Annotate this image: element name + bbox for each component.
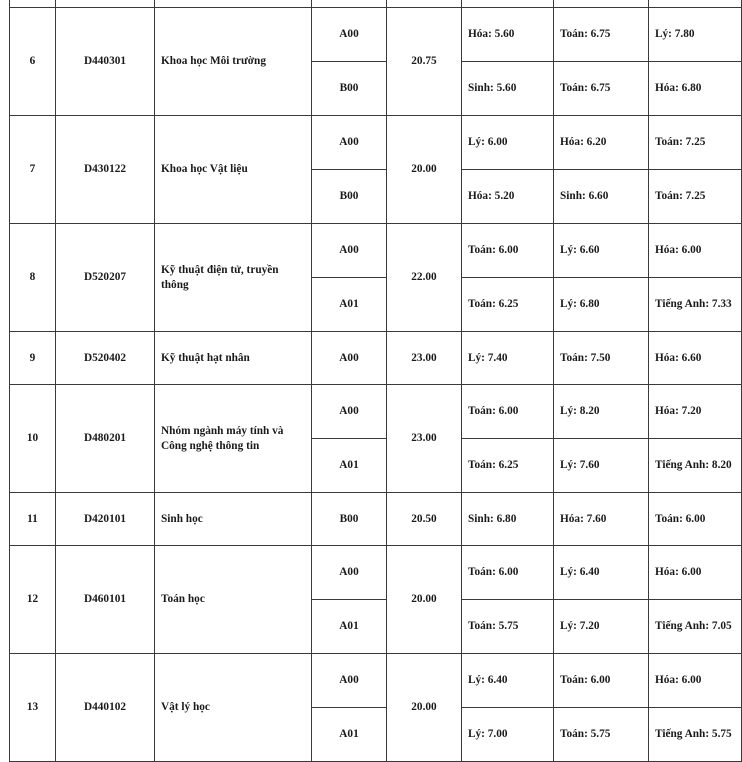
cell-index: 11	[10, 493, 56, 546]
cell-code: D520207	[56, 224, 155, 332]
cell-subject-2: Lý: 6.60	[554, 224, 649, 278]
cell-name: Khoa học Môi trường	[155, 8, 312, 116]
cell-name: Nhóm ngành máy tính và Công nghệ thông tin	[155, 385, 312, 493]
cell-code: D520402	[56, 332, 155, 385]
cell-name: Toán học	[155, 546, 312, 654]
table-row	[10, 116, 742, 170]
cell-score: 23.00	[387, 332, 462, 385]
cell-index	[10, 0, 56, 8]
cell-subject-3: Hóa: 6.00	[649, 654, 742, 708]
cell-subject-2: Toán: 6.00	[554, 654, 649, 708]
cell-index: 12	[10, 546, 56, 654]
cell-subject-1: Sinh: 5.60	[462, 62, 554, 116]
cell-name: Vật lý học	[155, 654, 312, 762]
cell-block: A00	[312, 546, 387, 600]
table-row	[10, 385, 742, 439]
table-body	[10, 0, 742, 762]
cell-code: D460101	[56, 546, 155, 654]
cell-subject-3: Hóa: 6.80	[649, 62, 742, 116]
cell-block: A00	[312, 385, 387, 439]
cell-block	[312, 0, 387, 8]
cell-block: A01	[312, 600, 387, 654]
cell-subject-3: Toán: 7.25	[649, 170, 742, 224]
cell-subject-3: Hóa: 6.00	[649, 546, 742, 600]
cell-name: Khoa học Vật liệu	[155, 116, 312, 224]
cell-block: B00	[312, 493, 387, 546]
cell-index: 7	[10, 116, 56, 224]
cell-subject-1: Lý: 6.00	[462, 116, 554, 170]
table-row	[10, 493, 742, 546]
table-row	[10, 8, 742, 62]
cell-code: D420101	[56, 493, 155, 546]
cell-name	[155, 0, 312, 8]
cell-subject-3: Tiếng Anh: 7.05	[649, 600, 742, 654]
cell-subject-1: Toán: 6.00	[462, 385, 554, 439]
cell-subject-2: Lý: 6.80	[554, 278, 649, 332]
cell-score: 20.00	[387, 546, 462, 654]
table-row	[10, 224, 742, 278]
cell-score	[387, 0, 462, 8]
cell-subject-1: Toán: 5.75	[462, 600, 554, 654]
cell-subject-2: Toán: 6.75	[554, 8, 649, 62]
cell-subject-2: Sinh: 6.60	[554, 170, 649, 224]
cell-index: 6	[10, 8, 56, 116]
cell-subject-2: Toán: 7.50	[554, 332, 649, 385]
cell-score: 20.00	[387, 116, 462, 224]
cell-subject-1: Toán: 6.00	[462, 224, 554, 278]
cell-subject-3: Hóa: 7.20	[649, 385, 742, 439]
cell-subject-1: Sinh: 6.80	[462, 493, 554, 546]
cell-block: A01	[312, 439, 387, 493]
cell-code: D440301	[56, 8, 155, 116]
cell-subject-1: Lý: 7.40	[462, 332, 554, 385]
cell-block: A00	[312, 116, 387, 170]
cell-subject-1	[462, 0, 554, 8]
table-row	[10, 654, 742, 708]
cell-subject-3: Toán: 6.00	[649, 493, 742, 546]
cell-block: B00	[312, 62, 387, 116]
cell-score: 23.00	[387, 385, 462, 493]
cell-index: 10	[10, 385, 56, 493]
cell-score: 20.00	[387, 654, 462, 762]
cell-name: Kỹ thuật hạt nhân	[155, 332, 312, 385]
cell-code	[56, 0, 155, 8]
cell-block: A00	[312, 654, 387, 708]
cell-subject-3: Toán: 7.25	[649, 116, 742, 170]
cell-subject-1: Lý: 6.40	[462, 654, 554, 708]
cell-block: A00	[312, 224, 387, 278]
cell-block: A00	[312, 8, 387, 62]
cell-subject-3: Tiếng Anh: 7.33	[649, 278, 742, 332]
cell-subject-2: Lý: 7.20	[554, 600, 649, 654]
cell-block: B00	[312, 170, 387, 224]
cell-subject-2: Toán: 5.75	[554, 708, 649, 762]
cell-name: Kỹ thuật điện tử, truyền thông	[155, 224, 312, 332]
table-row	[10, 332, 742, 385]
cell-subject-2: Lý: 8.20	[554, 385, 649, 439]
cell-subject-2: Lý: 7.60	[554, 439, 649, 493]
cell-subject-1: Toán: 6.25	[462, 439, 554, 493]
cell-subject-3: Hóa: 6.00	[649, 224, 742, 278]
cell-subject-3: Lý: 7.80	[649, 8, 742, 62]
cell-subject-3: Tiếng Anh: 8.20	[649, 439, 742, 493]
cell-subject-1: Toán: 6.00	[462, 546, 554, 600]
cell-subject-2	[554, 0, 649, 8]
cell-code: D440102	[56, 654, 155, 762]
cell-subject-2: Toán: 6.75	[554, 62, 649, 116]
table-row	[10, 546, 742, 600]
cell-subject-3: Tiếng Anh: 5.75	[649, 708, 742, 762]
cell-code: D430122	[56, 116, 155, 224]
cell-subject-1: Hóa: 5.60	[462, 8, 554, 62]
cell-index: 13	[10, 654, 56, 762]
cell-score: 22.00	[387, 224, 462, 332]
cell-subject-1: Hóa: 5.20	[462, 170, 554, 224]
cell-subject-2: Lý: 6.40	[554, 546, 649, 600]
cell-subject-3: Hóa: 6.60	[649, 332, 742, 385]
cell-code: D480201	[56, 385, 155, 493]
cell-index: 9	[10, 332, 56, 385]
cell-subject-2: Hóa: 7.60	[554, 493, 649, 546]
table-row-partial-top	[10, 0, 742, 8]
cell-block: A01	[312, 708, 387, 762]
cell-subject-3	[649, 0, 742, 8]
cell-block: A00	[312, 332, 387, 385]
cell-subject-1: Lý: 7.00	[462, 708, 554, 762]
cell-block: A01	[312, 278, 387, 332]
admission-score-table	[9, 0, 742, 762]
cell-subject-1: Toán: 6.25	[462, 278, 554, 332]
cell-index: 8	[10, 224, 56, 332]
cell-score: 20.75	[387, 8, 462, 116]
cell-subject-2: Hóa: 6.20	[554, 116, 649, 170]
cell-name: Sinh học	[155, 493, 312, 546]
cell-score: 20.50	[387, 493, 462, 546]
